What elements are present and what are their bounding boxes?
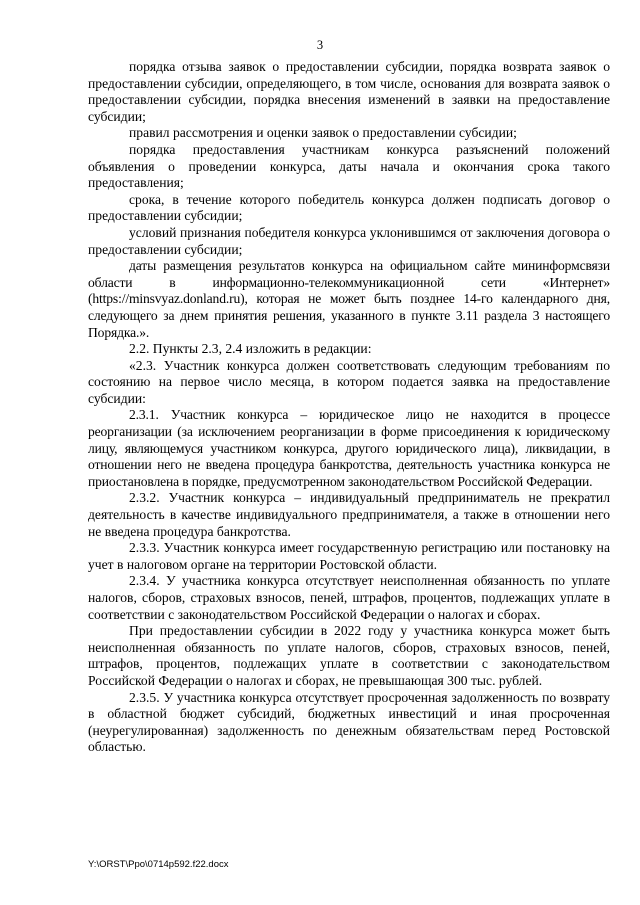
paragraph: 2.3.1. Участник конкурса – юридическое лицо не находится в процессе реорганизации (за исключением реорганизации в форме присоединения к юридическому лицу, являющемуся участником конкурса, другого юридического лица), ликвидации, в отношении него не введена процедура банкротства, деятельность участника конкурса не приостановлена в порядке, предусмотренном законодательством Российской Федерации.: [88, 407, 610, 489]
paragraph: 2.3.2. Участник конкурса – индивидуальный предприниматель не прекратил деятельность в качестве индивидуального предпринимателя, а также в отношении него не введена процедура банкротства.: [88, 490, 610, 539]
paragraph: 2.3.5. У участника конкурса отсутствует просроченная задолженность по возврату в областной бюджет субсидий, бюджетных инвестиций и иная просроченная (неурегулированная) задолженность по денежным обязательствам перед Ростовской областью.: [88, 689, 610, 755]
paragraph: даты размещения результатов конкурса на официальном сайте мининформсвязи области в информационно-телекоммуникационной сети «Интернет» (https://minsvyaz.donland.ru), которая не может быть позднее 14-го календарного дня, следующего за днем принятия решения, указанного в пункте 3.11 раздела 3 настоящего Порядка.».: [88, 258, 610, 340]
page-number: 3: [316, 38, 324, 52]
paragraph: условий признания победителя конкурса уклонившимся от заключения договора о предоставлении субсидии;: [88, 224, 610, 257]
paragraph: правил рассмотрения и оценки заявок о предоставлении субсидии;: [129, 125, 517, 141]
paragraph: срока, в течение которого победитель конкурса должен подписать договор о предоставлении субсидии;: [88, 191, 610, 224]
paragraph: 2.2. Пункты 2.3, 2.4 изложить в редакции:: [129, 341, 372, 357]
document-body: [88, 59, 610, 756]
paragraph: 2.3.3. Участник конкурса имеет государственную регистрацию или постановку на учет в налоговом органе на территории Ростовской области.: [88, 540, 610, 572]
paragraph: порядка отзыва заявок о предоставлении субсидии, порядка возврата заявок о предоставлении субсидии, определяющего, в том числе, основания для возврата заявок о предоставлении субсидии, порядка внесения изменений в заявки на предоставление субсидии;: [88, 59, 610, 124]
paragraph: При предоставлении субсидии в 2022 году у участника конкурса может быть неисполненная обязанность по уплате налогов, сборов, страховых взносов, пеней, штрафов, процентов, подлежащих уплате в соответствии с законодательством Российской Федерации о налогах и сборах, не превышающая 300 тыс. рублей.: [88, 623, 610, 688]
file-path-footer: Y:\ORST\Ppo\0714p592.f22.docx: [88, 859, 229, 870]
paragraph: «2.3. Участник конкурса должен соответствовать следующим требованиям по состоянию на первое число месяца, в котором подается заявка на предоставление субсидии:: [88, 357, 610, 406]
paragraph: порядка предоставления участникам конкурса разъяснений положений объявления о проведении конкурса, даты начала и окончания срока такого предоставления;: [88, 141, 610, 191]
paragraph: 2.3.4. У участника конкурса отсутствует неисполненная обязанность по уплате налогов, сборов, страховых взносов, пеней, штрафов, процентов, подлежащих уплате в соответствии с законодательством Российской Федерации о налогах и сборах.: [88, 573, 610, 622]
